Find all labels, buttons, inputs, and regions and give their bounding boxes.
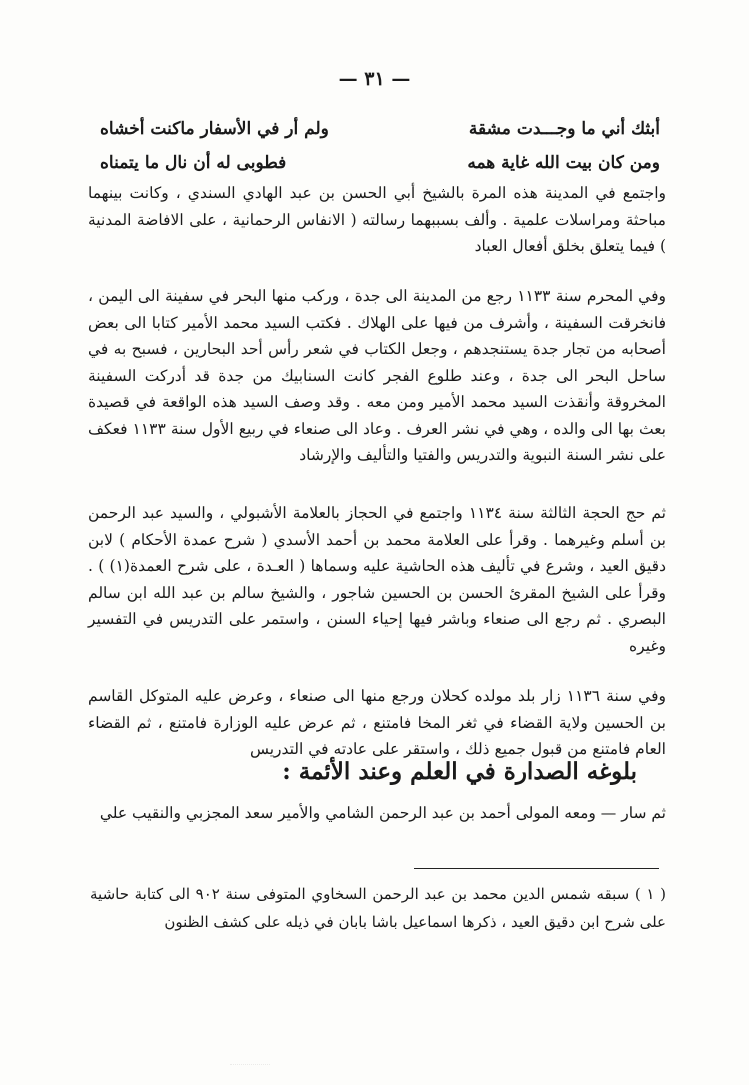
section-heading: بلوغه الصدارة في العلم وعند الأئمة : <box>282 758 637 785</box>
paragraph-after-heading: ثم سار — ومعه المولى أحمد بن عبد الرحمن الشامي والأمير سعد المجزبي والنقيب علي <box>99 804 666 822</box>
verse-second-hemistich: ولم أر في الأسفار ماكنت أخشاه <box>100 119 329 139</box>
verse-first-hemistich: أبثك أني ما وجـــدت مشقة <box>468 119 660 139</box>
verse-first-hemistich: ومن كان بيت الله غاية همه <box>467 153 660 173</box>
poem <box>100 112 660 180</box>
paragraph-sea-voyage: وفي المحرم سنة ١١٣٣ رجع من المدينة الى جدة ، وركب منها البحر في سفينة الى اليمن ، فانخرقت السفينة ، وأشرف من فيها على الهلاك . فكتب السيد محمد الأمير كتابا الى بعض أصحابه من تجار جدة يستنجدهم ، وجعل الكتاب في شعر رأس أحد البحارين ، فسبح به في ساحل البحر الى جدة ، وعند طلوع الفجر كانت السنابيك من جدة قد أدركت السفينة المخروقة وأنقذت السيد محمد الأمير ومن معه . وقد وصف السيد هذه الواقعة في قصيدة بعث بها الى والده ، وهي في نشر العرف . وعاد الى صنعاء في ربيع الأول سنة ١١٣٣ فعكف على نشر السنة النبوية والتدريس والفتيا والتأليف والإرشاد <box>88 287 666 464</box>
verse-second-hemistich: فطوبى له أن نال ما يتمناه <box>100 153 287 173</box>
poem-verse <box>100 112 660 146</box>
paragraph-kahlan-visit: وفي سنة ١١٣٦ زار بلد مولده كحلان ورجع منها الى صنعاء ، وعرض عليه المتوكل القاسم بن الحسين ولاية القضاء في ثغر المخا فامتنع ، ثم عرض عليه الوزارة فامتنع ، ثم القضاء العام فامتنع من قبول جميع ذلك ، واستقر على عادته في التدريس <box>88 687 666 758</box>
scan-speck <box>230 1058 270 1065</box>
footnote: ( ١ ) سبقه شمس الدين محمد بن عبد الرحمن السخاوي المتوفى سنة ٩٠٢ الى كتابة حاشية على شرح ابن دقيق العيد ، ذكرها اسماعيل باشا بابان في ذيله على كشف الظنون <box>90 885 667 931</box>
page-number: — ٣١ — <box>338 68 411 90</box>
footnote-divider <box>414 868 659 869</box>
paragraph-third-pilgrimage: ثم حج الحجة الثالثة سنة ١١٣٤ واجتمع في الحجاز بالعلامة الأشبولي ، والسيد عبد الرحمن بن أسلم وغيرهما . وقرأ على العلامة محمد بن أحمد الأسدي ( شرح عمدة الأحكام ) لابن دقيق العيد ، وشرع في تأليف هذه الحاشية عليه وسماها ( العـدة ، على شرح العمدة(١) ) . وقرأ على الشيخ المقرئ الحسن بن الحسين شاجور ، والشيخ سالم بن عبد الله ابن سالم البصري . ثم رجع الى صنعاء وباشر فيها إحياء السنن ، واستمر على التدريس في التفسير وغيره <box>88 504 666 655</box>
poem-verse <box>100 146 660 180</box>
paragraph-medina-meeting: واجتمع في المدينة هذه المرة بالشيخ أبي الحسن بن عبد الهادي السندي ، وكانت بينهما مباحثة ومراسلات علمية . وألف بسببهما رسالته ( الانفاس الرحمانية ، على الافاضة المدنية ) فيما يتعلق بخلق أفعال العباد <box>88 184 666 255</box>
